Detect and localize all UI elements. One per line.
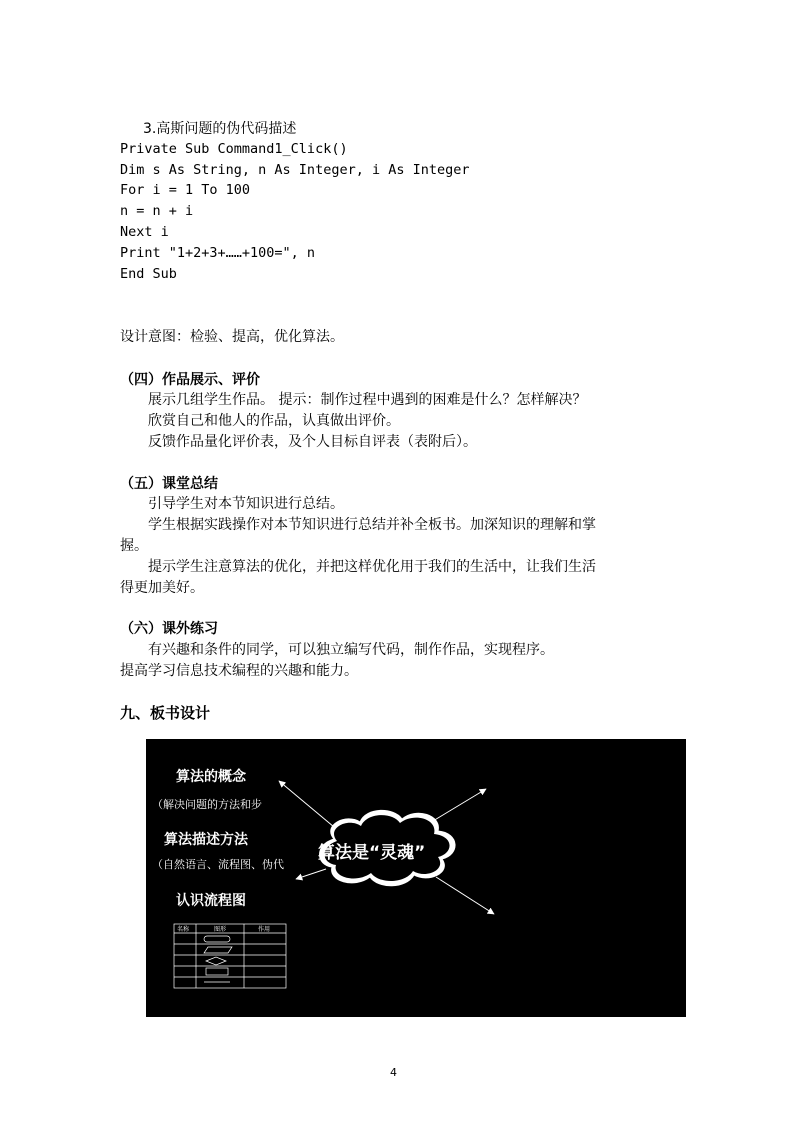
section-3-title: 3.高斯问题的伪代码描述 — [143, 121, 297, 137]
paragraph-line: 引导学生对本节知识进行总结。 — [148, 496, 344, 512]
io-shape — [204, 947, 232, 953]
code-line: Private Sub Command1_Click() — [120, 141, 348, 157]
arrow-up-left — [279, 781, 334, 827]
paragraph-line: 握。 — [120, 538, 148, 554]
process-shape — [206, 968, 228, 975]
code-line: For i = 1 To 100 — [120, 182, 251, 198]
blackboard-design — [146, 739, 686, 1017]
methods-title: 算法描述方法 — [164, 832, 248, 848]
paragraph-line: 得更加美好。 — [120, 580, 204, 596]
decision-shape — [206, 957, 226, 965]
paragraph-line: 学生根据实践操作对本节知识进行总结并补全板书。加深知识的理解和掌 — [148, 517, 596, 533]
paragraph-line: 提高学习信息技术编程的兴趣和能力。 — [120, 663, 358, 679]
code-line: n = n + i — [120, 203, 194, 219]
part-9-heading: 九、板书设计 — [120, 704, 211, 722]
cloud-text: 算法是“灵魂” — [318, 843, 426, 863]
code-line: End Sub — [120, 266, 177, 282]
arrow-up-right — [428, 789, 486, 824]
concept-subtitle: （解决问题的方法和步 — [152, 798, 262, 811]
paragraph-line: 有兴趣和条件的同学，可以独立编写代码，制作作品，实现程序。 — [148, 642, 554, 658]
methods-subtitle: （自然语言、流程图、伪代 — [152, 858, 284, 871]
paragraph-line: 展示几组学生作品。 提示：制作过程中遇到的困难是什么？怎样解决？ — [148, 392, 587, 408]
table-header-name: 名称 — [177, 926, 190, 933]
paragraph-line: 欣赏自己和他人的作品，认真做出评价。 — [148, 413, 400, 429]
code-line: Dim s As String, n As Integer, i As Integer — [120, 162, 470, 178]
flowchart-title: 认识流程图 — [176, 893, 246, 909]
table-header-purpose: 作用 — [258, 926, 271, 933]
code-line: Print "1+2+3+……+100=", n — [120, 245, 316, 261]
paragraph-line: 反馈作品量化评价表，及个人目标自评表（表附后）。 — [148, 434, 477, 450]
arrow-down-left — [296, 869, 326, 879]
terminal-shape — [204, 936, 230, 942]
part-6-heading: （六）课外练习 — [120, 621, 218, 637]
part-5-heading: （五）课堂总结 — [120, 476, 218, 492]
code-line: Next i — [120, 224, 169, 240]
page-number: 4 — [390, 1066, 397, 1079]
concept-title: 算法的概念 — [176, 769, 246, 785]
design-intent: 设计意图：检验、提高，优化算法。 — [120, 329, 344, 345]
part-4-heading: （四）作品展示、评价 — [120, 372, 260, 388]
arrow-down-right — [436, 877, 494, 914]
table-header-shape: 图形 — [214, 926, 227, 933]
flowchart-symbol-table — [174, 924, 286, 988]
paragraph-line: 提示学生注意算法的优化，并把这样优化用于我们的生活中，让我们生活 — [148, 559, 596, 575]
